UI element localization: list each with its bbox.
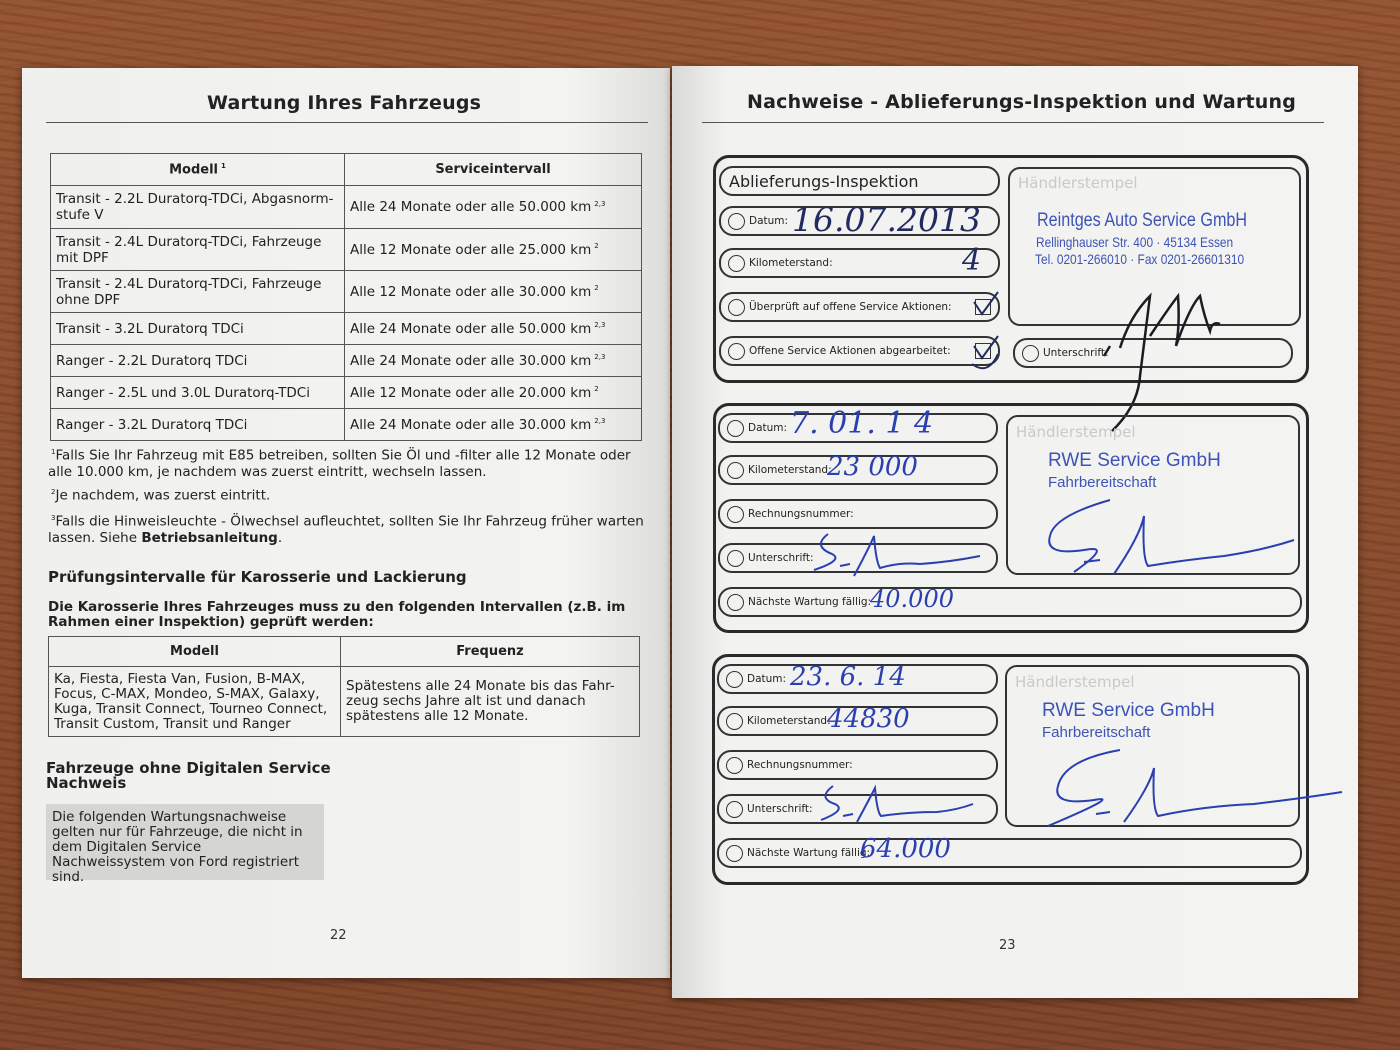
table-header-interval: Serviceintervall [345, 154, 642, 186]
model-cell: Transit - 2.4L Duratorq-TDCi, Fahrzeuge mit DPF [51, 229, 345, 271]
service1-signature-field[interactable]: Unterschrift: [718, 543, 998, 573]
delivery-date-field[interactable]: Datum: [719, 206, 1000, 236]
table-row [51, 186, 642, 229]
title-rule [702, 122, 1324, 123]
service2-signature-field[interactable]: Unterschrift: [717, 794, 998, 824]
radio-circle[interactable] [727, 506, 744, 523]
service2-km-field[interactable]: Kilometerstand: [717, 706, 998, 736]
page-number: 22 [330, 928, 347, 943]
table-header-frequency: Frequenz [341, 637, 640, 667]
table-row [51, 229, 642, 271]
right-page [672, 66, 1358, 998]
interval-cell: Alle 24 Monate oder alle 30.000 km $^{2,3}$ [345, 409, 642, 441]
service2-next-due-value: 64.000 [860, 834, 951, 864]
table-header-model: Modell [49, 637, 341, 667]
delivery-date-value: 16.07.2013 [792, 200, 981, 239]
service2-date-field[interactable]: Datum: [717, 664, 998, 694]
table-header-row [49, 637, 640, 667]
dealer-stamp-label: Händlerstempel [1018, 174, 1138, 192]
table-row [51, 271, 642, 313]
interval-cell: Alle 12 Monate oder alle 25.000 km $^2$ [345, 229, 642, 271]
service2-stamp-signature [1044, 746, 1344, 836]
service1-km-value: 23 000 [827, 452, 918, 482]
footnote-1: $^1$Falls Sie Ihr Fahrzeug mit E85 betreiben, sollten Sie Öl und -filter alle 12 Monate oder alle 10.000 km, je nachdem was zuerst eintritt, wechseln lassen. [48, 447, 631, 480]
delivery-km-value: 4 [962, 243, 982, 278]
frequency-cell: Spätestens alle 24 Monate bis das Fahr-zeug sechs Jahre alt ist und danach spätestens alle 12 Monate. [341, 667, 640, 737]
title-rule [46, 122, 648, 123]
radio-circle[interactable] [728, 299, 745, 316]
radio-circle[interactable] [727, 594, 744, 611]
service2-invoice-field[interactable]: Rechnungsnummer: [717, 750, 998, 780]
delivery-checked-field[interactable]: Überprüft auf offene Service Aktionen: [719, 292, 1000, 322]
stamp-dealer-phone: Tel. 0201-266010 · Fax 0201-26601310 [1035, 251, 1245, 267]
service1-technician-signature [810, 526, 990, 586]
dealer-stamp-label: Händlerstempel [1016, 423, 1136, 441]
model-cell: Transit - 2.4L Duratorq-TDCi, Fahrzeuge ohne DPF [51, 271, 345, 313]
radio-circle[interactable] [727, 550, 744, 567]
model-cell: Ka, Fiesta, Fiesta Van, Fusion, B-MAX, Focus, C-MAX, Mondeo, S-MAX, Galaxy, Kuga, Transit Connect, Tourneo Connect, Transit Custom, Transit und Ranger [49, 667, 341, 737]
interval-cell: Alle 24 Monate oder alle 50.000 km $^{2,3}$ [345, 186, 642, 229]
footnote-3: $^3$Falls die Hinweisleuchte - Ölwechsel aufleuchtet, sollten Sie Ihr Fahrzeug früher warten lassen. Siehe Betriebsanleitung. [48, 513, 644, 546]
model-cell: Ranger - 2.2L Duratorq TDCi [51, 345, 345, 377]
interval-cell: Alle 24 Monate oder alle 30.000 km $^{2,3}$ [345, 345, 642, 377]
table-row [51, 313, 642, 345]
service1-invoice-field[interactable]: Rechnungsnummer: [718, 499, 998, 529]
table-row [51, 409, 642, 441]
left-page [22, 68, 670, 978]
radio-circle[interactable] [728, 255, 745, 272]
service2-next-due-field[interactable]: Nächste Wartung fällig: [717, 838, 1302, 868]
radio-circle[interactable] [727, 420, 744, 437]
checkmark-marks [968, 284, 1008, 379]
service1-next-due-field[interactable]: Nächste Wartung fällig: [718, 587, 1302, 617]
interval-cell: Alle 24 Monate oder alle 50.000 km $^{2,3}$ [345, 313, 642, 345]
interval-cell: Alle 12 Monate oder alle 30.000 km $^2$ [345, 271, 642, 313]
delivery-signature-field[interactable]: Unterschrift: [1013, 338, 1293, 368]
stamp-dealer-name: RWE Service GmbH [1042, 700, 1215, 721]
table-row [51, 377, 642, 409]
service2-km-value: 44830 [827, 704, 910, 734]
page-title: Wartung Ihres Fahrzeugs [207, 92, 482, 114]
section-subheading-body: Die Karosserie Ihres Fahrzeuges muss zu den folgenden Intervallen (z.B. im Rahmen einer Inspektion) geprüft werden: [48, 599, 626, 630]
dealer-stamp-label: Händlerstempel [1015, 673, 1135, 691]
radio-circle[interactable] [726, 757, 743, 774]
grey-note-box: Die folgenden Wartungsnachweise gelten nur für Fahrzeuge, die nicht in dem Digitalen Service Nachweissystem von Ford registriert sind. [46, 804, 324, 880]
table-header-row [51, 154, 642, 186]
footnote-2: $^2$Je nachdem, was zuerst eintritt. [51, 487, 271, 504]
radio-circle[interactable] [728, 343, 745, 360]
service2-date-value: 23. 6. 14 [790, 662, 906, 692]
page-title: Nachweise - Ablieferungs-Inspektion und Wartung [747, 91, 1297, 113]
stamp-dealer-name: RWE Service GmbH [1048, 450, 1221, 471]
stamp-dealer-address: Rellinghauser Str. 400 · 45134 Essen [1036, 234, 1234, 250]
model-cell: Ranger - 2.5L und 3.0L Duratorq-TDCi [51, 377, 345, 409]
model-cell: Transit - 2.2L Duratorq-TDCi, Abgasnorm-stufe V [51, 186, 345, 229]
radio-circle[interactable] [726, 671, 743, 688]
body-inspection-table [48, 636, 640, 737]
service-interval-table [50, 153, 642, 441]
stamp-dealer-sub: Fahrbereitschaft [1048, 474, 1157, 491]
radio-circle[interactable] [726, 713, 743, 730]
service1-stamp-signature [1044, 496, 1304, 586]
model-cell: Transit - 3.2L Duratorq TDCi [51, 313, 345, 345]
stamp-dealer-sub: Fahrbereitschaft [1042, 724, 1151, 741]
section-heading-body: Prüfungsintervalle für Karosserie und Lackierung [48, 568, 467, 586]
delivery-done-field[interactable]: Offene Service Aktionen abgearbeitet: [719, 336, 1000, 366]
radio-circle[interactable] [726, 845, 743, 862]
radio-circle[interactable] [727, 462, 744, 479]
table-row [51, 345, 642, 377]
model-cell: Ranger - 3.2L Duratorq TDCi [51, 409, 345, 441]
interval-cell: Alle 12 Monate oder alle 20.000 km $^2$ [345, 377, 642, 409]
service1-date-field[interactable]: Datum: [718, 413, 998, 443]
table-row [49, 667, 640, 737]
delivery-km-field[interactable]: Kilometerstand: [719, 248, 1000, 278]
service2-technician-signature [817, 782, 977, 832]
section-heading-no-digital: Fahrzeuge ohne Digitalen Service Nachweis [46, 759, 331, 792]
stamp-dealer-name: Reintges Auto Service GmbH [1037, 210, 1248, 231]
service1-date-value: 7. 01. 1 4 [790, 406, 934, 441]
delivery-inspection-heading: Ablieferungs-Inspektion [719, 166, 1000, 196]
page-number: 23 [999, 938, 1016, 953]
radio-circle[interactable] [726, 801, 743, 818]
radio-circle[interactable] [1022, 345, 1039, 362]
service1-km-field[interactable]: Kilometerstand: [718, 455, 998, 485]
service1-next-due-value: 40.000 [870, 585, 954, 613]
radio-circle[interactable] [728, 213, 745, 230]
table-header-model: Modell $^1$ [51, 154, 345, 186]
